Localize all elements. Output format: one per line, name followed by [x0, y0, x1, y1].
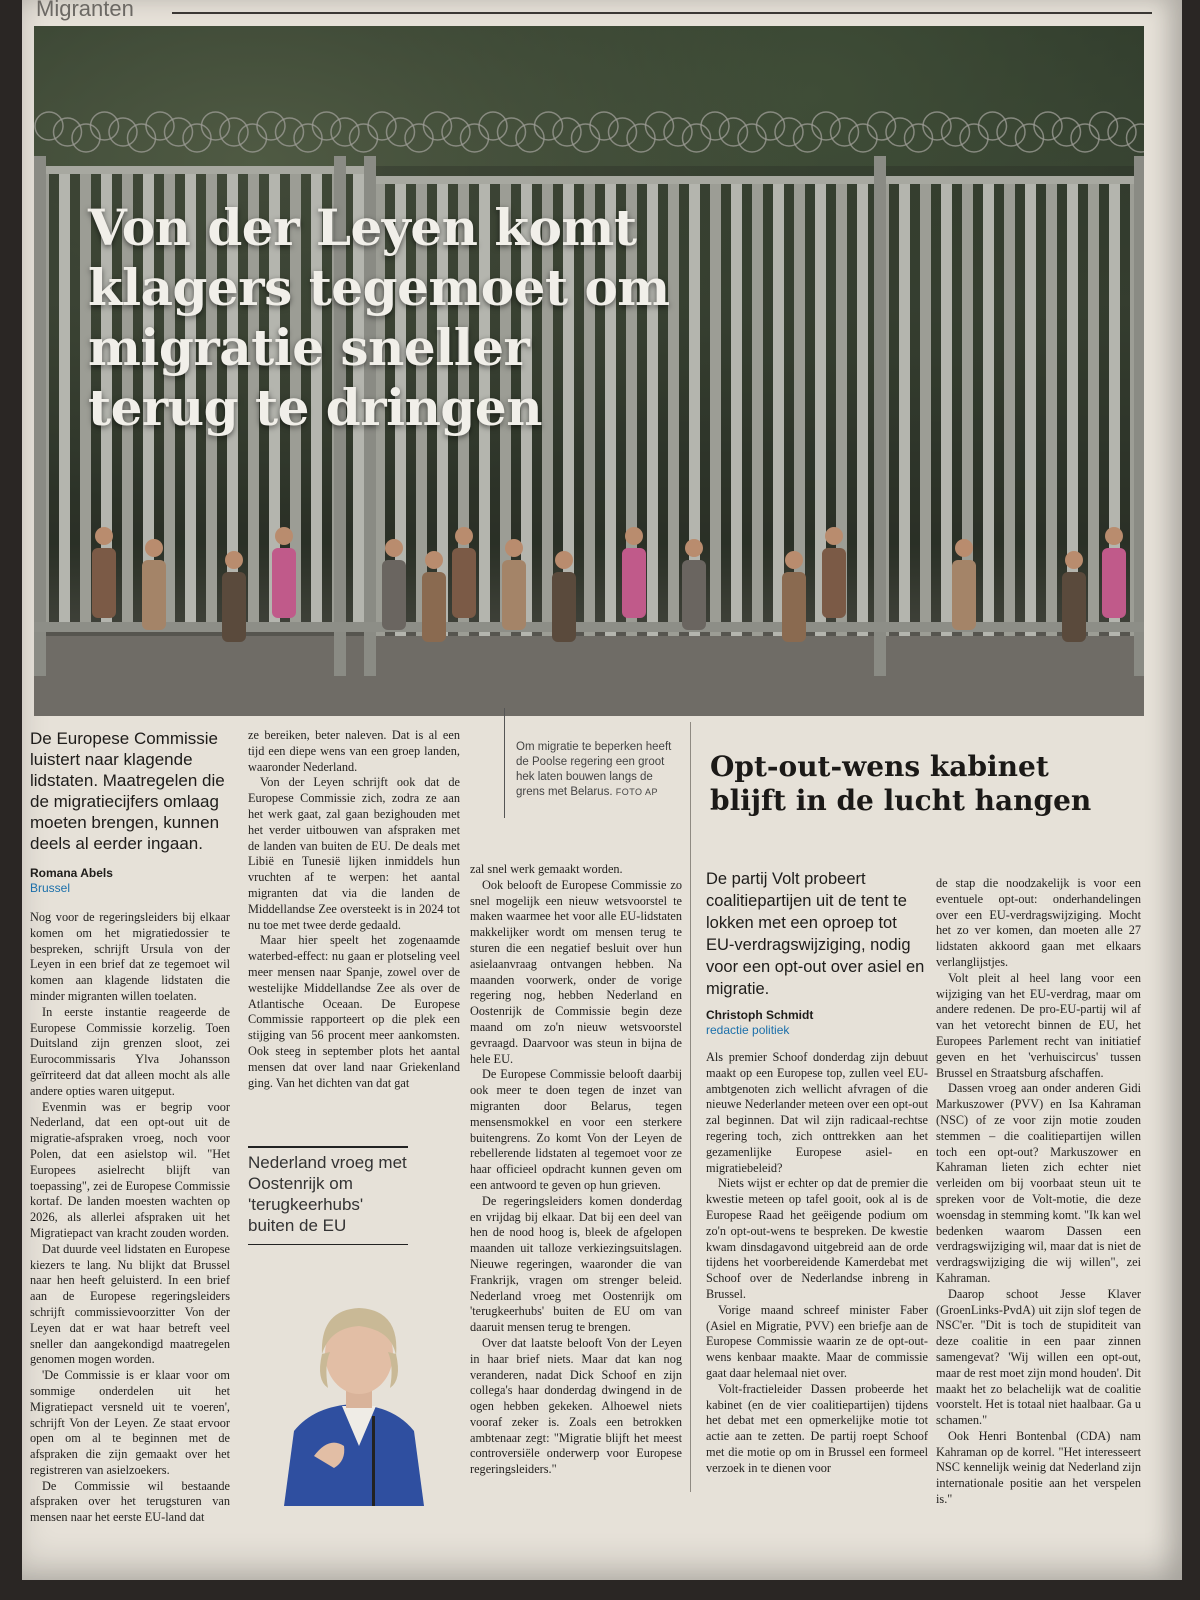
- headline: Von der Leyen komt klagers tegemoet om migratie sneller terug te dringen: [88, 198, 670, 437]
- von-der-leyen-portrait: [254, 1296, 464, 1506]
- paragraph: 'De Commissie is er klaar voor om sommige onderdelen uit het Migratiepact versneld uit te voeren', schrijft Von der Leyen. Ze staat ervoor open om al te beginnen met de afspraken die zijn gemaakt over het registreren van asielzoekers.: [30, 1368, 230, 1477]
- paragraph: De Europese Commissie belooft daarbij ook meer te doen tegen de inzet van migranten door Belarus, tegen mensensmokkel en voor een sterkere buitengrens. Zo komt Von der Leyen de rebellerende lidstaten al tegemoet voor ze haar officieel opdracht kunnen geven om een antwoord te geven op hun grieven.: [470, 1067, 682, 1192]
- paragraph: Dassen vroeg aan onder anderen Gidi Markuszower (PVV) en Isa Kahraman (NSC) of ze voor zijn motie zouden stemmen – die coalitiepartijen willen toch een opt-out? Markuszower en Kahraman lieten zich echter niet verleiden om bij voorbaat steun uit te spreken voor de Volt-motie, die deze woensdag in stemming komt. "Ik kan wel bedenken waarom Dassen een verdragswijziging wil, maar dat is niet de verdragswijziging die wij willen", zei Kahraman.: [936, 1081, 1141, 1285]
- article-column-1: [30, 910, 230, 1526]
- caption-text: Om migratie te beperken heeft de Poolse regering een groot hek laten bouwen langs de grens met Belarus.: [516, 741, 672, 798]
- paragraph: Nog voor de regeringsleiders bij elkaar komen om het migratiedossier te bespreken, schrijft Ursula von der Leyen in een brief dat ze tegemoet wil komen aan klagende lidstaten die minder migranten willen toelaten.: [30, 910, 230, 1003]
- portrait-illustration: [254, 1296, 464, 1506]
- paragraph: Niets wijst er echter op dat de premier die kwestie meteen op tafel gooit, ook al is de Europese Raad het geëigende podium om zo'n opt-out-wens te bespreken. De kwestie kwam dinsdagavond uitgebreid aan de orde tijdens het voorbereidende Kamerdebat met Schoof over de Nederlandse inbreng in Brussel.: [706, 1176, 928, 1301]
- related-column-1: [706, 1050, 928, 1477]
- paragraph: Daarop schoot Jesse Klaver (GroenLinks-PvdA) uit zijn slof tegen de NSC'er. "Dit is toch de stupiditeit van deze coalitie in een paar zinnen samengevat? 'Wij willen een opt-out, maar de rest moet zijn mond houden'. Dit maakt het zo belachelijk wat de coalitie voorstelt. Het is totaal niet haalbaar. Ga u schamen.": [936, 1286, 1141, 1428]
- paragraph: zal snel werk gemaakt worden.: [470, 862, 623, 876]
- paragraph: Maar hier speelt het zogenaamde waterbed-effect: nu gaan er plotseling veel meer mensen naar Spanje, zowel over de westelijke Middellandse Zee als over de Atlantische Oceaan. De Europese Commissie rapporteert op die plek een stijging van 56 procent meer aankomsten. Ook steeg in september plots het aantal mensen dat over land naar Griekenland ging. Van het dichten van dat gat: [248, 933, 460, 1090]
- paragraph: Vorige maand schreef minister Faber (Asiel en Migratie, PVV) een briefje aan de Europese Commissie waarin ze de opt-out-wens kenbaar maakte. Maar de commissie gaat daar helemaal niet over.: [706, 1302, 928, 1380]
- paragraph: Dat duurde veel lidstaten en Europese kiezers te lang. Nu blijkt dat Brussel naar hen heeft geluisterd. In een brief aan de Europese regeringsleiders schrijft commissievoorzitter Von der Leyen dat er wat haar betreft veel sneller dan aangekondigd maatregelen genomen mogen worden.: [30, 1241, 230, 1367]
- author-location: Brussel: [30, 881, 71, 895]
- paragraph: Ook Henri Bontenbal (CDA) nam Kahraman op de korrel. "Het interesseert NSC kennelijk weinig dat Nederland zijn internationale positie aan het verspelen is.": [936, 1428, 1141, 1507]
- photo-credit: FOTO AP: [615, 787, 659, 797]
- newspaper-page: [22, 0, 1182, 1580]
- paragraph: ze bereiken, beter naleven. Dat is al een tijd een diepe wens van een groep landen, waaronder Nederland.: [248, 728, 460, 774]
- paragraph: De Commissie wil bestaande afspraken over het terugsturen van mensen naar het eerste EU-land dat: [30, 1478, 230, 1525]
- paragraph: Over dat laatste belooft Von der Leyen in haar brief niets. Maar dat kan nog veranderen, nadat Dick Schoof en zijn collega's haar donderdag dwingend in de ogen hebben gekeken. Alhoewel niets vooraf zeker is. Zoals een betrokken ambtenaar zegt: "Migratie blijft het meest controversiële onderwerp voor Europese regeringsleiders.": [470, 1335, 682, 1477]
- related-intro: De partij Volt probeert coalitiepartijen uit de tent te lokken met een oproep tot EU-verdragswijziging, nodig voor een opt-out over asiel en migratie.: [706, 870, 925, 998]
- paragraph: Volt-fractieleider Dassen probeerde het kabinet (en de vier coalitiepartijen) tijdens het debat met een opmerkelijke motie tot actie aan te zetten. De partij roept Schoof met die motie op om in Brussel een formeel verzoek in te dienen voor: [706, 1381, 928, 1475]
- paragraph: De regeringsleiders komen donderdag en vrijdag bij elkaar. Dat bij een deel van hen de nood hoog is, bleek de afgelopen maanden uit talloze verkiezingsuitslagen. Nieuwe regeringen, waaronder die van Frankrijk, vragen om strenger beleid. Nederland vroeg met Oostenrijk om 'terugkeerhubs' buiten de EU om van daaruit mensen terug te brengen.: [470, 1193, 682, 1335]
- caption-rule: [504, 708, 505, 818]
- section-label: Migranten: [36, 0, 134, 21]
- paragraph: Volt pleit al heel lang voor een wijziging van het EU-verdrag, maar om andere redenen. De pro-EU-partij wil af van het vetorecht binnen de EU, het Europees Parlement recht van initiatief geven en het 'verhuiscircus' tussen Brussel en Straatsburg afschaffen.: [936, 970, 1141, 1080]
- paragraph: In eerste instantie reageerde de Europese Commissie korzelig. Toen Duitsland zijn grenzen sloot, zei Eurocommissaris Ylva Johansson geïrriteerd dat dat alleen mocht als alle andere opties waren uitgeput.: [30, 1004, 230, 1098]
- paragraph: Als premier Schoof donderdag zijn debuut maakt op een Europese top, zullen veel EU-ambtgenoten zich wellicht afvragen of die nieuwe Nederlander meteen over een opt-out zal beginnen. Dat wil zijn radicaal-rechtse regering toch, zich onttrekken aan het gezamenlijke Europese asiel- en migratiebeleid?: [706, 1050, 928, 1175]
- related-column-2: [936, 876, 1141, 1508]
- paragraph: Von der Leyen schrijft ook dat de Europese Commissie zich, zodra ze aan het werk gaat, zal gaan bezighouden met het verder uitbouwen van afspraken met de landen van buiten de EU. De deals met Libië en Tunesië lijken inmiddels hun vruchten af te werpen: het aantal migranten dat via die landen de Middellandse Zee oversteekt is in 2024 tot nu toe met twee derde gedaald.: [248, 775, 460, 932]
- related-desk: redactie politiek: [706, 1023, 790, 1037]
- article-column-3: [470, 862, 682, 1478]
- paragraph: de stap die noodzakelijk is voor een eventuele opt-out: onderhandelingen over een EU-verdragswijziging. Mocht het zo ver komen, dan moeten alle 27 lidstaten akkoord gaan met elkaars verlanglijstjes.: [936, 876, 1141, 969]
- related-divider: [690, 722, 691, 1492]
- border-fence-photo: [34, 26, 1144, 716]
- pull-quote: Nederland vroeg met Oostenrijk om 'terugkeerhubs' buiten de EU: [248, 1146, 408, 1245]
- section-rule: [172, 12, 1152, 14]
- article-column-2: [248, 728, 460, 1091]
- paragraph: Ook belooft de Europese Commissie zo snel mogelijk een nieuw wetsvoorstel te maken waarmee het voor alle EU-lidstaten makkelijker wordt om mensen terug te sturen die een negatief besluit over hun asielaanvraag ontvangen hebben. Na maanden voorwerk, onder de vorige regering nog, hebben Nederland en Oostenrijk de Commissie begin deze maand om zo'n nieuw wetsvoorstel gevraagd. Daarvoor was steun in bijna de hele EU.: [470, 877, 682, 1066]
- paragraph: Evenmin was er begrip voor Nederland, dat een opt-out uit de migratie-afspraken vroeg, noch voor Polen, dat een asielstop wil. "Het Europees asielrecht blijft van toepassing", zei de Europese Commissie kortaf. De landen moesten wachten op 2026, als allerlei afspraken uit het Migratiepact van kracht zouden worden.: [30, 1099, 230, 1240]
- article-intro: De Europese Commissie luistert naar klagende lidstaten. Maatregelen die de migratiecijfers omlaag moeten brengen, kunnen deels al eerder ingaan.: [30, 729, 225, 853]
- related-author: Christoph Schmidt: [706, 1008, 814, 1022]
- author-name: Romana Abels: [30, 866, 113, 880]
- photo-caption: [516, 740, 676, 800]
- related-headline: Opt-out-wens kabinet blijft in de lucht hangen: [710, 750, 1092, 817]
